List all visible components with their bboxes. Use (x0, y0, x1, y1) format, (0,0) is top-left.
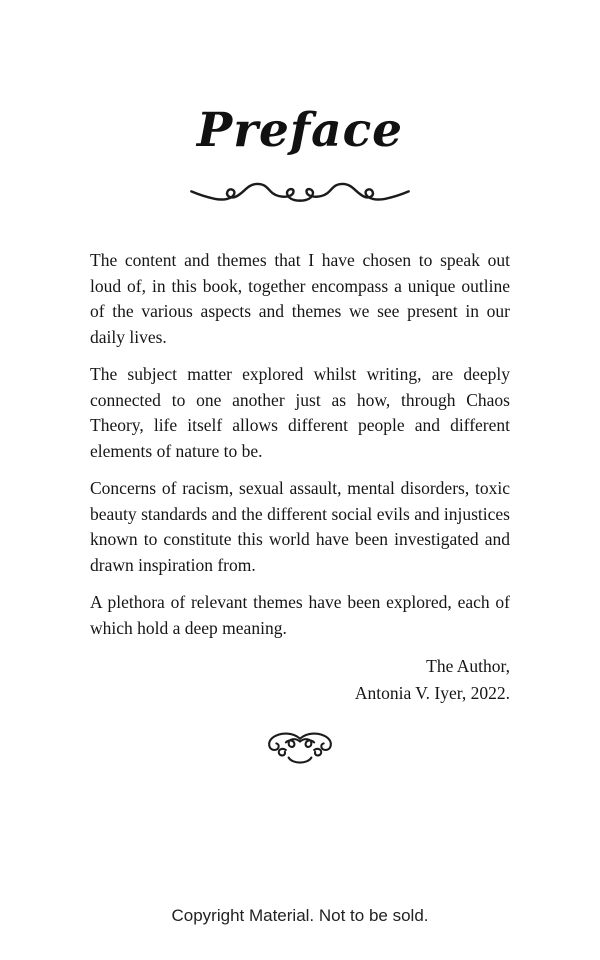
paragraph-3: Concerns of racism, sexual assault, mental disorders, toxic beauty standards and the different social evils and injustices known to constitute this world have been investigated and drawn inspiration from. (90, 478, 510, 575)
preface-body (90, 248, 510, 641)
paragraph-1: The content and themes that I have chosen to speak out loud of, in this book, together encompass a unique outline of the various aspects and themes we see present in our daily lives. (90, 250, 510, 347)
page-title: Preface (196, 103, 404, 158)
calligraphic-divider-icon (186, 170, 414, 222)
paragraph-2: The subject matter explored whilst writing, are deeply connected to one another just as how, through Chaos Theory, life itself allows different people and different elements of nature to be. (90, 364, 510, 461)
paragraph-4: A plethora of relevant themes have been explored, each of which hold a deep meaning. (90, 592, 510, 638)
author-signature (90, 653, 510, 707)
signature-line-name-year: Antonia V. Iyer, 2022. (354, 683, 510, 703)
end-flourish-icon (248, 725, 352, 775)
signature-line-author: The Author, (426, 656, 510, 676)
copyright-notice: Copyright Material. Not to be sold. (171, 906, 429, 925)
